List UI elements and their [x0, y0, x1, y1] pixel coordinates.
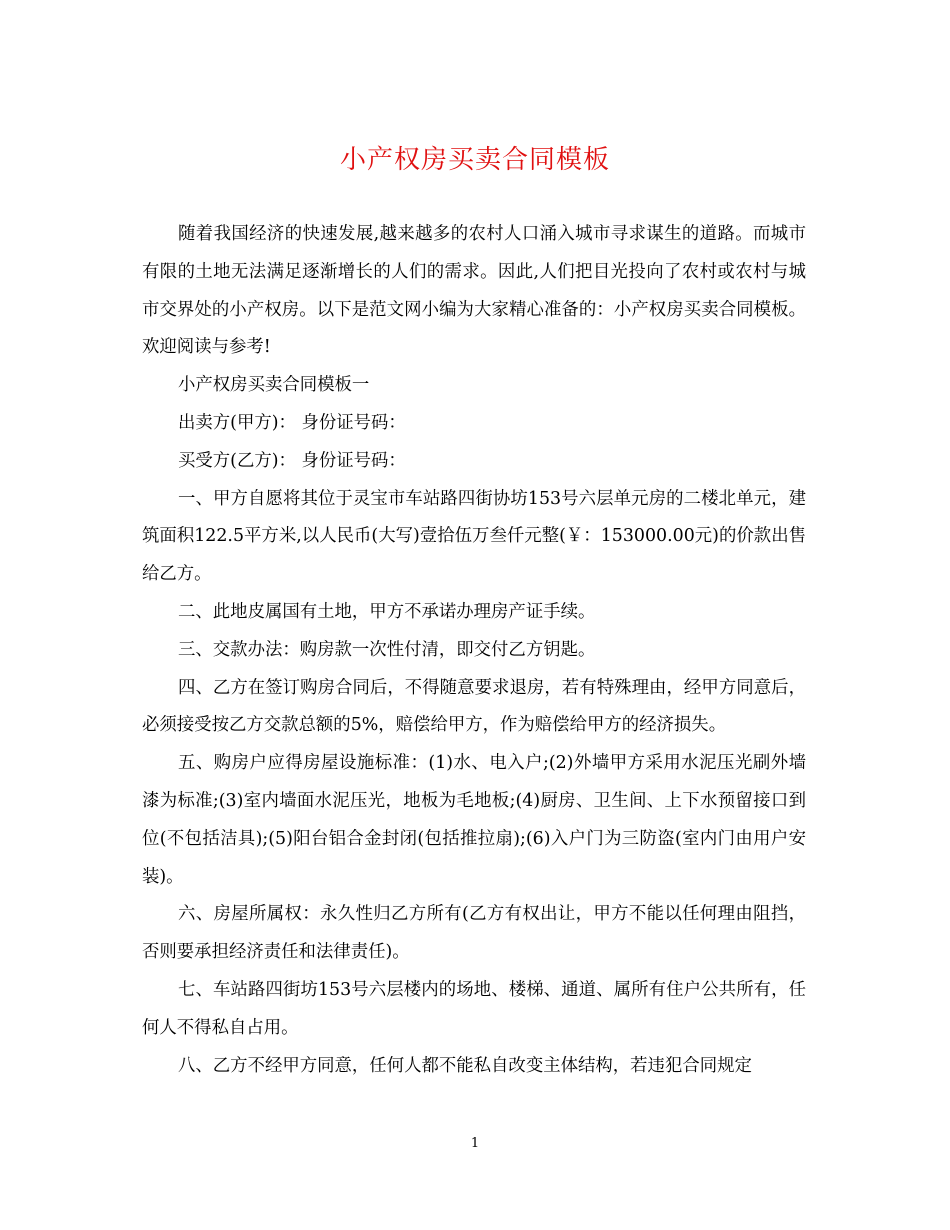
clause-1: 一、甲方自愿将其位于灵宝市车站路四街协坊153号六层单元房的二楼北单元，建筑面积122.5平方米,以人民币(大写)壹拾伍万叁仟元整(￥：153000.00元)的价款出售给乙方。	[142, 488, 806, 585]
seller-line: 出卖方(甲方)： 身份证号码：	[178, 412, 406, 433]
document-title: 小产权房买卖合同模板	[339, 145, 610, 175]
clause-5: 五、购房户应得房屋设施标准：(1)水、电入户;(2)外墙甲方采用水泥压光刷外墙漆为标准;(3)室内墙面水泥压光，地板为毛地板;(4)厨房、卫生间、上下水预留接口到位(不包括洁具);(5)阳台铝合金封闭(包括推拉扇);(6)入户门为三防盗(室内门由用户安装)。	[142, 753, 806, 887]
clause-8: 八、乙方不经甲方同意，任何人都不能私自改变主体结构，若违犯合同规定	[178, 1055, 752, 1076]
template-heading: 小产权房买卖合同模板一	[178, 375, 370, 396]
clause-3: 三、交款办法：购房款一次性付清，即交付乙方钥匙。	[178, 639, 596, 660]
clause-4: 四、乙方在签订购房合同后，不得随意要求退房，若有特殊理由，经甲方同意后，必须接受按乙方交款总额的5%，赔偿给甲方，作为赔偿给甲方的经济损失。	[142, 677, 806, 736]
document-body	[142, 216, 806, 1085]
intro-paragraph: 随着我国经济的快速发展,越来越多的农村人口涌入城市寻求谋生的道路。而城市有限的土地无法满足逐渐增长的人们的需求。因此,人们把目光投向了农村或农村与城市交界处的小产权房。以下是范文网小编为大家精心准备的：小产权房买卖合同模板。欢迎阅读与参考!	[142, 224, 806, 358]
clause-6: 六、房屋所属权：永久性归乙方所有(乙方有权出让，甲方不能以任何理由阻挡，否则要承担经济责任和法律责任)。	[142, 904, 806, 963]
buyer-line: 买受方(乙方)： 身份证号码：	[178, 450, 406, 471]
clause-2: 二、此地皮属国有土地，甲方不承诺办理房产证手续。	[178, 601, 596, 622]
clause-7: 七、车站路四街坊153号六层楼内的场地、楼梯、通道、属所有住户公共所有，任何人不得私自占用。	[142, 979, 806, 1038]
page-number: 1	[470, 1136, 480, 1151]
